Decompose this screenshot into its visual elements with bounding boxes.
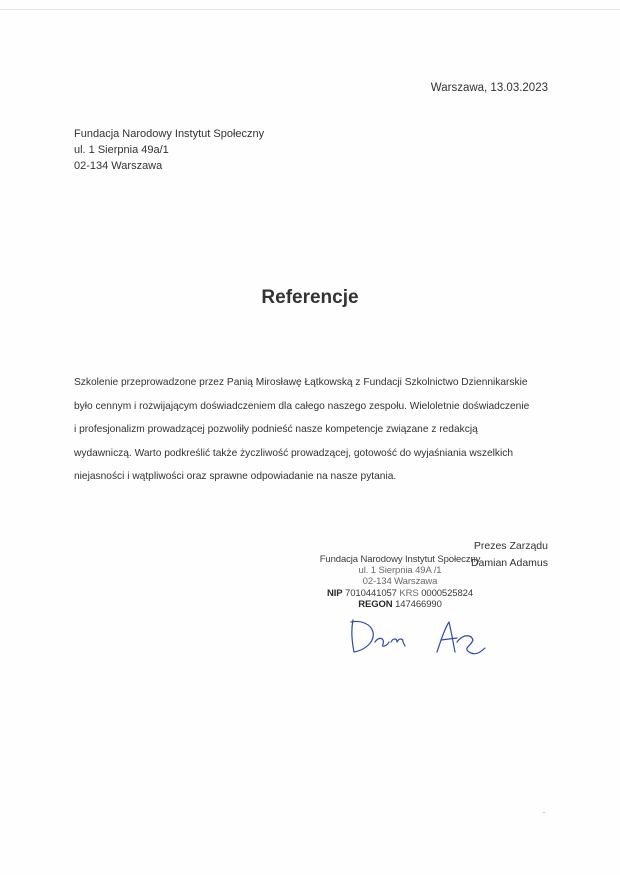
body-line-2: było cennym i rozwijającym doświadczeniem dla całego naszego zespołu. Wieloletnie doświadczenie — [74, 400, 530, 412]
document-title: Referencje — [261, 287, 359, 308]
stamp-nip-value: 7010441057 — [345, 587, 397, 599]
handwritten-signature — [345, 612, 505, 662]
stamp-nip-krs — [310, 588, 490, 599]
recipient-street: ul. 1 Sierpnia 49a/1 — [74, 144, 169, 156]
body-line-1: Szkolenie przeprowadzone przez Panią Mirosławę Łątkowską z Fundacji Szkolnictwo Dziennikarskie — [74, 377, 528, 388]
scan-speck — [543, 812, 545, 813]
stamp-street: ul. 1 Sierpnia 49A /1 — [358, 565, 442, 577]
letter-date: Warszawa, 13.03.2023 — [430, 82, 548, 94]
stamp-krs-label: KRS — [399, 587, 419, 599]
stamp-org-name: Fundacja Narodowy Instytut Społeczny — [319, 554, 481, 565]
body-line-3: i profesjonalizm prowadzącej pozwoliły podnieść nasze kompetencje związane z redakcją — [74, 424, 478, 435]
stamp-city: 02-134 Warszawa — [362, 576, 438, 588]
company-stamp — [310, 554, 490, 610]
signoff-name: Damian Adamus — [470, 557, 548, 569]
stamp-regon — [310, 599, 490, 610]
body-line-5: niejasności i wątpliwości oraz sprawne odpowiadanie na nasze pytania. — [74, 471, 397, 482]
recipient-address — [74, 126, 264, 174]
recipient-name: Fundacja Narodowy Instytut Społeczny — [74, 128, 265, 140]
stamp-nip-label: NIP — [326, 587, 343, 599]
letter-body — [74, 371, 564, 489]
stamp-krs-value: 0000525824 — [421, 587, 474, 599]
scan-top-edge — [0, 9, 620, 10]
recipient-city: 02-134 Warszawa — [74, 160, 163, 172]
body-line-4: wydawniczą. Warto podkreślić także życzliwość prowadzącej, gotowość do wyjaśniania wszelkich — [74, 447, 513, 459]
signoff-role: Prezes Zarządu — [473, 540, 548, 552]
stamp-regon-label: REGON — [358, 598, 393, 610]
stamp-regon-value: 147466990 — [395, 598, 442, 610]
